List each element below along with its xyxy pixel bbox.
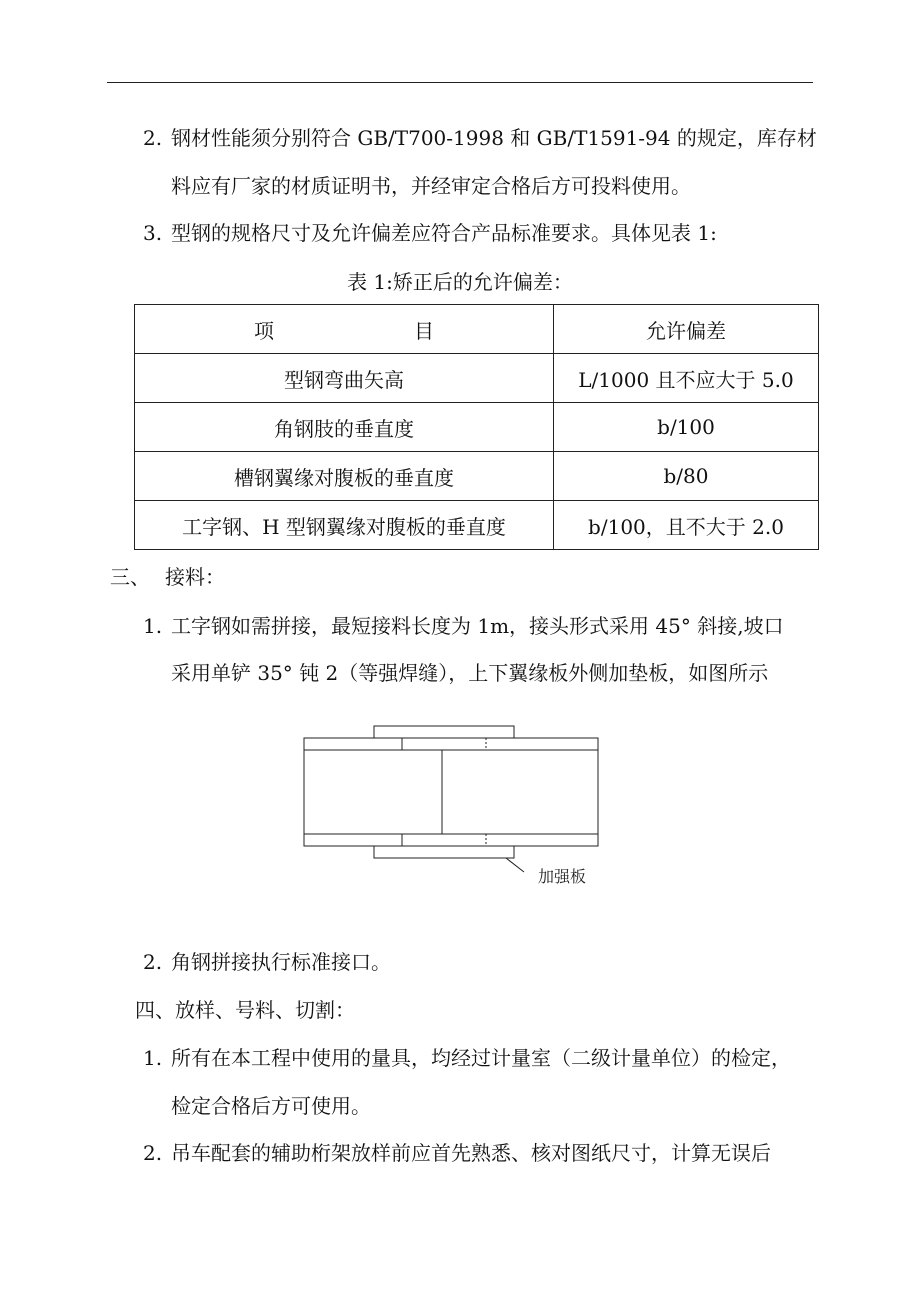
table-row (135, 354, 819, 403)
section-3-item-1-number: 1. (143, 614, 163, 638)
reinforcement-plate-label: 加强板 (538, 867, 587, 886)
item-3-text: 型钢的规格尺寸及允许偏差应符合产品标准要求。具体见表 1: (171, 221, 717, 245)
section-4-heading: 四、放样、号料、切割： (135, 998, 355, 1022)
label-leader-line (506, 858, 524, 872)
table-row (135, 403, 819, 452)
table-cell-deviation: b/80 (554, 452, 819, 501)
header-deviation: 允许偏差 (554, 305, 819, 354)
top-flange (304, 738, 598, 750)
bottom-flange (304, 834, 598, 846)
table-cell-deviation: b/100 (554, 403, 819, 452)
item-3-number: 3. (143, 221, 163, 245)
section-4-item-2-number: 2. (143, 1141, 163, 1165)
item-2-text-line2: 料应有厂家的材质证明书，并经审定合格后方可投料使用。 (171, 174, 691, 198)
section-4-item-1-line2: 检定合格后方可使用。 (171, 1094, 371, 1118)
table-header-row (135, 305, 819, 354)
header-rule (107, 82, 813, 83)
section-4-item-1-line1: 所有在本工程中使用的量具，均经过计量室（二级计量单位）的检定， (171, 1046, 791, 1070)
table-cell-deviation: L/1000 且不应大于 5.0 (554, 354, 819, 403)
table-cell-item: 工字钢、H 型钢翼缘对腹板的垂直度 (135, 501, 554, 550)
section-3-number: 三、 (110, 565, 150, 589)
deviation-table (134, 304, 819, 550)
table-cell-deviation: b/100，且不大于 2.0 (554, 501, 819, 550)
header-item: 项目 (135, 305, 554, 354)
table-row (135, 452, 819, 501)
table-row (135, 501, 819, 550)
bottom-splice-plate (374, 846, 514, 858)
section-4-item-1-number: 1. (143, 1046, 163, 1070)
item-2-number: 2. (143, 126, 163, 150)
top-splice-plate (374, 726, 514, 738)
section-3-heading: 接料： (165, 565, 225, 589)
table-cell-item: 角钢肢的垂直度 (135, 403, 554, 452)
table-caption: 表 1:矫正后的允许偏差： (347, 270, 573, 294)
table-cell-item: 槽钢翼缘对腹板的垂直度 (135, 452, 554, 501)
section-4-item-2-line1: 吊车配套的辅助桁架放样前应首先熟悉、核对图纸尺寸，计算无误后 (171, 1141, 771, 1165)
section-3-item-1-line2: 采用单铲 35° 钝 2（等强焊缝），上下翼缘板外侧加垫板，如图所示 (171, 661, 769, 685)
item-2-text-line1: 钢材性能须分别符合 GB/T700-1998 和 GB/T1591-94 的规定，库存材 (171, 126, 817, 150)
table-cell-item: 型钢弯曲矢高 (135, 354, 554, 403)
section-3-item-2-text: 角钢拼接执行标准接口。 (171, 950, 391, 974)
splice-diagram (300, 720, 610, 890)
section-3-item-1-line1: 工字钢如需拼接，最短接料长度为 1m，接头形式采用 45° 斜接,坡口 (171, 614, 784, 638)
section-3-item-2-number: 2. (143, 950, 163, 974)
